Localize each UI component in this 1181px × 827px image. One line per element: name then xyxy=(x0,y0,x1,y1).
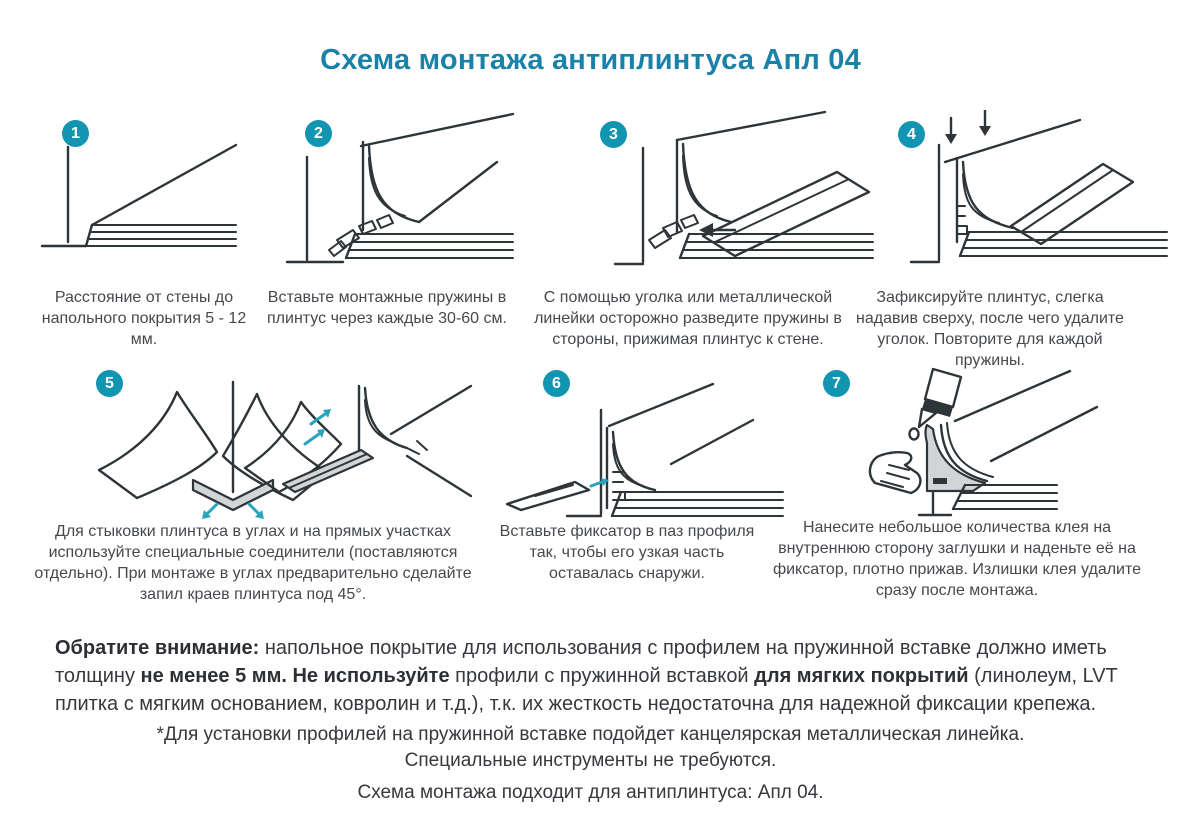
step-3-caption: С помощью уголка или металлической линейки осторожно разведите пружины в стороны, прижимая плинтус к стене. xyxy=(534,289,842,348)
step-7-number-badge: 7 xyxy=(823,370,850,397)
compatibility-line: Схема монтажа подходит для антиплинтуса: Апл 04. xyxy=(357,782,824,803)
step-4-caption: Зафиксируйте плинтус, слегка надавив сверху, после чего удалите уголок. Повторите для каждой пружины. xyxy=(856,289,1124,369)
press-and-fix-diagram-icon xyxy=(895,110,1175,275)
footnote-line-2: Специальные инструменты не требуются. xyxy=(404,750,777,771)
step-6-number-badge: 6 xyxy=(543,370,570,397)
notice-paragraph: Обратите внимание: напольное покрытие для использования с профилем на пружинной вставке должно иметь толщину не менее 5 мм. Не используйте профили с пружинной вставкой для мягких покрытий (линолеум, LVT плитка с мягким основанием, ковролин и т.д.), т.к. их жесткость недостаточна для надежной фиксации крепежа. xyxy=(55,637,1118,715)
corner-connectors-diagram-icon xyxy=(65,378,475,524)
step-1-caption: Расстояние от стены до напольного покрытия 5 - 12 мм. xyxy=(41,289,247,348)
spread-springs-ruler-diagram-icon xyxy=(585,110,875,275)
footnote-line-1: *Для установки профилей на пружинной вставке подойдет канцелярская металлическая линейка. xyxy=(156,724,1025,745)
wall-gap-diagram-icon xyxy=(40,132,240,267)
insert-fixator-diagram-icon xyxy=(505,380,795,530)
step-5 xyxy=(28,362,478,612)
step-5-number-badge: 5 xyxy=(96,370,123,397)
glue-endcap-diagram-icon xyxy=(815,365,1145,525)
step-3 xyxy=(533,110,843,358)
footnote xyxy=(0,722,1181,774)
insert-springs-diagram-icon xyxy=(285,112,515,272)
step-6 xyxy=(487,362,767,607)
step-4 xyxy=(850,110,1130,369)
step-7 xyxy=(757,362,1157,612)
step-1 xyxy=(38,112,250,357)
step-2-number-badge: 2 xyxy=(305,120,332,147)
step-3-number-badge: 3 xyxy=(600,121,627,148)
step-2 xyxy=(262,112,512,357)
step-7-caption: Нанесите небольшое количества клея на внутреннюю сторону заглушки и наденьте её на фиксатор, плотно прижав. Излишки клея удалите сразу после монтажа. xyxy=(772,519,1142,599)
step-2-caption: Вставьте монтажные пружины в плинтус через каждые 30-60 см. xyxy=(267,289,507,327)
step-1-number-badge: 1 xyxy=(62,120,89,147)
step-5-caption: Для стыковки плинтуса в углах и на прямых участках используйте специальные соединители (поставляются отдельно). При монтаже в углах предварительно сделайте запил краев плинтуса под 45°. xyxy=(34,523,472,603)
step-4-number-badge: 4 xyxy=(898,121,925,148)
step-6-caption: Вставьте фиксатор в паз профиля так, чтобы его узкая часть оставалась снаружи. xyxy=(499,523,755,582)
page-title: Схема монтажа антиплинтуса Апл 04 xyxy=(320,44,861,76)
